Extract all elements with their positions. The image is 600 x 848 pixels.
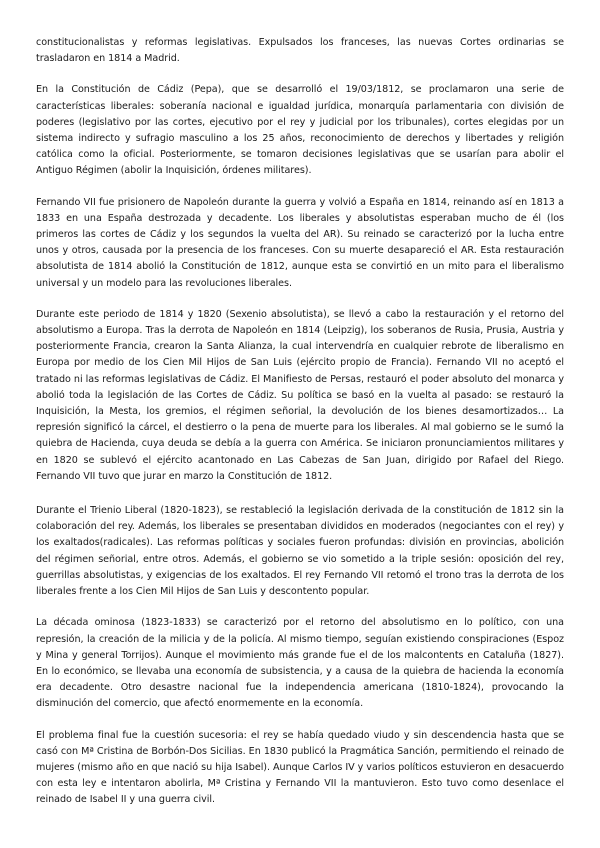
paragraph-constitucion-cadiz: En la Constitución de Cádiz (Pepa), que se desarrolló el 19/03/1812, se proclamaron una serie de características liberales: soberanía nacional e igualdad jurídica, monarquía parlamentaria con división de poderes (legislativo por las cortes, ejecutivo por el rey y judicial por los tribunales), cortes elegidas por un sistema indirecto y sufragio masculino a los 25 años, reconocimiento de derechos y libertades y religión católica como la oficial. Posteriormente, se tomaron decisiones legislativas que se usarían para abolir el Antiguo Régimen (abolir la Inquisición, órdenes militares). (36, 84, 564, 177)
paragraph-trienio-liberal: Durante el Trienio Liberal (1820-1823), se restableció la legislación derivada de la constitución de 1812 sin la colaboración del rey. Además, los liberales se presentaban divididos en moderados (negociantes con el rey) y los exaltados(radicales). Las reformas políticas y sociales fueron profundas: división en provincias, abolición del régimen señorial, entre otros. Además, el gobierno se vio sometido a la triple sesión: oposición del rey, guerrillas absolutistas, y exigencias de los exaltados. El rey Fernando VII retomó el trono tras la derrota de los liberales frente a los Cien Mil Hijos de San Luis y descontento popular. (36, 505, 564, 598)
paragraph-sexenio-absolutista: Durante este periodo de 1814 y 1820 (Sexenio absolutista), se llevó a cabo la restauración y el retorno del absolutismo a Europa. Tras la derrota de Napoleón en 1814 (Leipzig), los soberanos de Rusia, Prusia, Austria y posteriormente Francia, crearon la Santa Alianza, la cual intervendría en cualquier rebrote de liberalismo en Europa por medio de los Cien Mil Hijos de San Luis (ejército propio de Francia). Fernando VII no aceptó el tratado ni las reformas legislativas de Cádiz. El Manifiesto de Persas, restauró el poder absoluto del monarca y abolió toda la legislación de las Cortes de Cádiz. Su política se basó en la vuelta al pasado: se restauró la Inquisición, la Mesta, los gremios, el régimen señorial, la devolución de los bienes desamortizados… La represión significó la cárcel, el destierro o la pena de muerte para los liberales. Al mal gobierno se le sumó la quiebra de Hacienda, cuya deuda se debía a la guerra con América. Se iniciaron pronunciamientos militares y en 1820 se sublevó el ejército acantonado en Las Cabezas de San Juan, dirigido por Rafael del Riego. Fernando VII tuvo que jurar en marzo la Constitución de 1812. (36, 308, 564, 482)
paragraph-fernando-vii: Fernando VII fue prisionero de Napoleón durante la guerra y volvió a España en 1814, reinando así en 1813 a 1833 en una España destrozada y decadente. Los liberales y absolutistas esperaban mucho de él (los primeros las cortes de Cádiz y los segundos la vuelta del AR). Su reinado se caracterizó por la lucha entre unos y otros, causada por la presencia de los franceses. Con su muerte desapareció el AR. Esta restauración absolutista de 1814 abolió la Constitución de 1812, aunque esta se convirtió en un mito para el liberalismo universal y un modelo para las revoluciones liberales. (36, 196, 564, 289)
document-page (36, 35, 564, 824)
paragraph-cortes-madrid: constitucionalistas y reformas legislativas. Expulsados los franceses, las nuevas Cortes ordinarias se trasladaron en 1814 a Madrid. (36, 37, 564, 65)
paragraph-cuestion-sucesoria: El problema final fue la cuestión sucesoria: el rey se había quedado viudo y sin descendencia hasta que se casó con Mª Cristina de Borbón-Dos Sicilias. En 1830 publicó la Pragmática Sanción, permitiendo el reinado de mujeres (mismo año en que nació su hija Isabel). Aunque Carlos IV y varios políticos estuvieron en desacuerdo con esta ley e intentaron abolirla, Mª Cristina y Fernando VII la mantuvieron. Esto tuvo como desenlace el reinado de Isabel II y una guerra civil. (36, 729, 564, 806)
paragraph-decada-ominosa: La década ominosa (1823-1833) se caracterizó por el retorno del absolutismo en lo político, con una represión, la creación de la milicia y de la policía. Al mismo tiempo, seguían existiendo conspiraciones (Espoz y Mina y general Torrijos). Aunque el movimiento más grande fue el de los malcontents en Cataluña (1827). En lo económico, se llevaba una economía de subsistencia, y a causa de la quiebra de hacienda la economía era decadente. Otro desastre nacional fue la independencia americana (1810-1824), provocando la disminución del comercio, que afectó enormemente en la economía. (36, 617, 564, 710)
